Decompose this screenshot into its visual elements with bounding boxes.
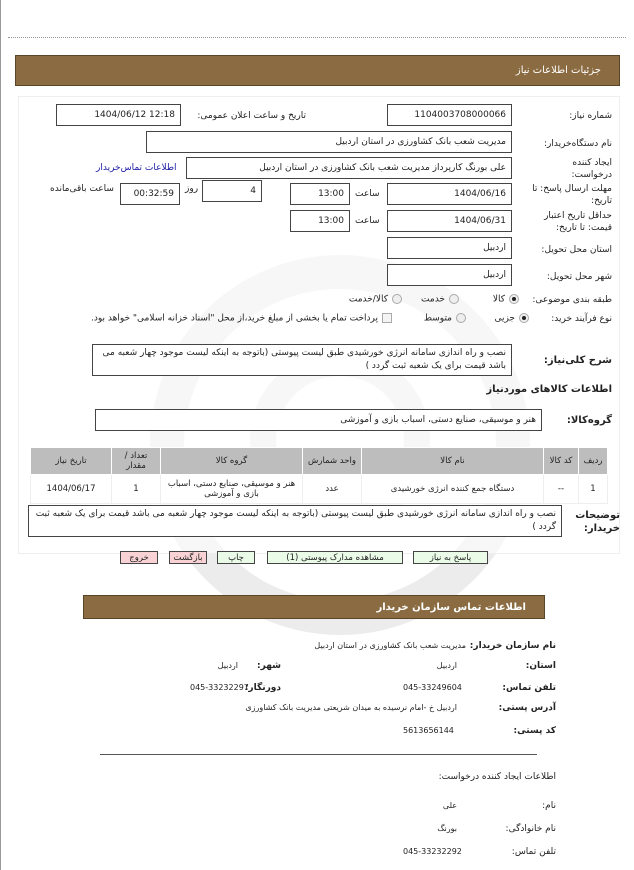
details-header-bar [15,55,620,86]
col-name: نام کالا [362,448,544,475]
category-option-goods[interactable]: کالا [493,294,519,305]
postal-code-value: 5613656144 [403,726,454,735]
goods-table [30,447,608,504]
cell-name: دستگاه جمع کننده انرژی خورشیدی [362,475,544,504]
creator-family-label: نام خانوادگی: [505,824,556,834]
days-field[interactable]: 4 [202,180,262,202]
goods-section-title: اطلاعات کالاهای موردنیاز [486,384,612,395]
city-label: شهر محل تحویل: [546,272,612,282]
buyer-notes-label-1: توضیحات [575,510,620,521]
province-contact-value: اردبیل [436,661,457,670]
need-number-label: شماره نیاز: [569,111,612,121]
print-button[interactable]: چاپ [217,551,255,564]
creator-section-title: اطلاعات ایجاد کننده درخواست: [438,772,556,782]
contact-section-title: اطلاعات تماس سازمان خریدار [376,601,526,613]
validity-time-field[interactable]: 13:00 [290,210,350,232]
creator-name-value: علی [442,801,457,810]
creator-label-1: ایجاد کننده [572,158,612,168]
buyer-field[interactable]: مدیریت شعب بانک کشاورزی در استان اردبیل [146,131,512,153]
cell-date: 1404/06/17 [31,475,112,504]
summary-field[interactable]: نصب و راه اندازی سامانه انرژی خورشیدی طبق لیست پیوستی (باتوجه به اینکه لیست موجود چهار شعبه می باشد قیمت برای یک شعبه ثبت گردد ) [92,344,512,376]
back-button[interactable]: بازگشت [169,551,207,564]
goods-group-label: گروه‌کالا: [566,415,612,426]
need-number-field[interactable]: 1104003708000066 [387,104,512,126]
goods-group-field[interactable]: هنر و موسیقی، صنایع دستی، اسباب بازی و آموزشی [95,409,542,431]
cell-row: 1 [579,475,608,504]
validity-label-1: حداقل تاریخ اعتبار [544,211,612,221]
table-row [31,475,608,504]
creator-phone-label: تلفن تماس: [511,847,556,857]
buyer-notes-field[interactable]: نصب و راه اندازی سامانه انرژی خورشیدی طبق لیست پیوستی (باتوجه به اینکه لیست موجود چهار شعبه می باشد قیمت برای یک شعبه ثبت گردد ) [28,505,562,537]
validity-label-2: قیمت: تا تاریخ: [556,223,612,233]
creator-phone-value: 045-33232292 [403,847,462,856]
validity-time-label: ساعت [355,216,380,226]
radio-icon [392,294,402,304]
details-title: جزئیات اطلاعات نیاز [515,65,601,76]
exit-button[interactable]: خروج [120,551,158,564]
buyer-contact-link[interactable]: اطلاعات تماس‌خریدار [96,163,177,173]
category-label: طبقه بندی موضوعی: [532,295,612,305]
announce-label: تاریخ و ساعت اعلان عمومی: [197,111,306,121]
creator-name-label: نام: [542,801,556,811]
phone-contact-value: 045-33249604 [403,683,462,692]
city-contact-label: شهر: [257,661,281,671]
deadline-time-field[interactable]: 13:00 [290,183,350,205]
cell-unit: عدد [303,475,362,504]
contact-header-bar [83,595,545,619]
postal-code-label: کد پستی: [513,726,556,736]
cell-code: -- [544,475,579,504]
radio-icon [509,294,519,304]
buyer-label: نام دستگاه‌خریدار: [543,139,612,149]
process-option-medium[interactable]: متوسط [424,313,466,324]
summary-label: شرح کلی‌نیاز: [543,355,612,366]
col-row: ردیف [579,448,608,475]
col-date: تاریخ نیاز [31,448,112,475]
validity-date-field[interactable]: 1404/06/31 [387,210,512,232]
respond-button[interactable]: پاسخ به نیاز [413,551,488,564]
address-value: اردبیل خ -امام نرسیده به میدان شریعتی مدیریت بانک کشاورزی [245,703,457,712]
creator-family-value: بورنگ [437,824,457,833]
org-value: مدیریت شعب بانک کشاورزی در استان اردبیل [314,641,466,650]
deadline-label-1: مهلت ارسال پاسخ: تا [532,184,612,194]
payment-treasury-checkbox[interactable]: پرداخت تمام یا بخشی از مبلغ خرید،از محل "اسناد خزانه اسلامی" خواهد بود. [91,313,392,324]
creator-field[interactable]: علی بورنگ کارپرداز مدیریت شعب بانک کشاورزی در استان اردبیل [186,157,512,179]
process-label: نوع فرآیند خرید: [551,314,612,324]
col-group: گروه کالا [161,448,303,475]
category-option-service[interactable]: خدمت [421,294,459,305]
radio-icon [519,313,529,323]
province-label: استان محل تحویل: [541,245,612,255]
deadline-time-label: ساعت [355,189,380,199]
phone-contact-label: تلفن تماس: [502,683,556,693]
col-unit: واحد شمارش [303,448,362,475]
view-attachments-button[interactable]: مشاهده مدارک پیوستی (1) [267,551,403,564]
cell-qty: 1 [112,475,161,504]
table-header-row [31,448,608,475]
fax-value: 045-33232297 [190,683,249,692]
announce-field[interactable]: 1404/06/12 12:18 [56,104,181,126]
address-label: آدرس پستی: [498,703,556,713]
radio-icon [449,294,459,304]
fax-label: دورنگار: [244,683,281,693]
col-qty: تعداد / مقدار [112,448,161,475]
days-label: روز [185,184,199,194]
city-field[interactable]: اردبیل [387,264,512,286]
buyer-notes-label-2: خریدار: [583,523,620,534]
org-label: نام سازمان خریدار: [469,641,556,651]
category-option-goods-service[interactable]: کالا/خدمت [349,294,402,305]
deadline-date-field[interactable]: 1404/06/16 [387,183,512,205]
remaining-label: ساعت باقی‌مانده [50,184,114,194]
creator-label-2: درخواست: [571,170,612,180]
remaining-time-field[interactable]: 00:32:59 [120,183,180,205]
city-contact-value: اردبیل [217,661,238,670]
province-contact-label: استان: [525,661,556,671]
checkbox-icon [382,313,392,323]
province-field[interactable]: اردبیل [387,237,512,259]
deadline-label-2: تاریخ: [591,196,612,206]
cell-group: هنر و موسیقی، صنایع دستی، اسباب بازی و آموزشی [161,475,303,504]
section-divider [100,754,537,755]
left-border [0,0,1,870]
col-code: کد کالا [544,448,579,475]
dotted-divider [8,37,626,38]
radio-icon [456,313,466,323]
process-option-minor[interactable]: جزیی [494,313,529,324]
